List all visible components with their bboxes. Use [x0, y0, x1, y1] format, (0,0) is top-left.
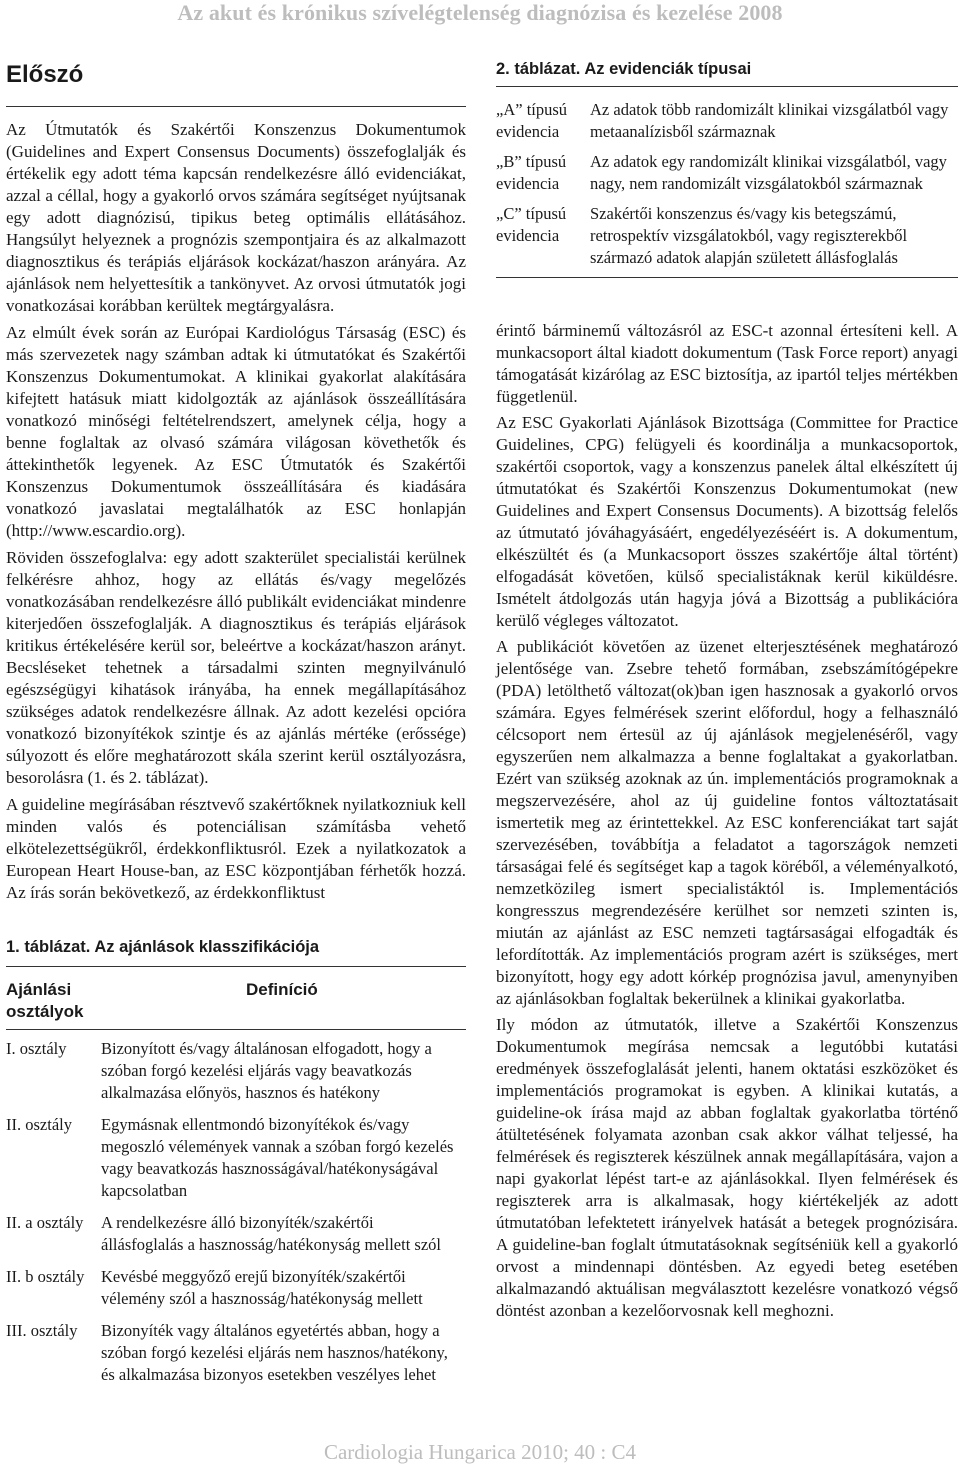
table-2-title: 2. táblázat. Az evidenciák típusai	[496, 58, 958, 87]
recommendation-class: II. a osztály	[6, 1213, 84, 1232]
table-1-body	[6, 1038, 466, 1386]
recommendation-definition: Bizonyíték vagy általános egyetértés abban, hogy a szóban forgó kezelési eljárás nem hasznos/hatékony, és alkalmazása bizonyos esetekben veszélyes lehet	[101, 1321, 448, 1384]
recommendation-definition: Egymásnak ellentmondó bizonyítékok és/vagy megoszló vélemények vannak a szóban forgó kezelés vagy beavatkozás hasznosságával/hatékonyságával kapcsolatban	[101, 1115, 454, 1200]
running-header: Az akut és krónikus szívelégtelenség diagnózisa és kezelése 2008	[177, 0, 783, 25]
evidence-type: „B” típusú evidencia	[496, 152, 567, 193]
table-2-bottom-rule	[496, 277, 958, 278]
recommendation-class: II. osztály	[6, 1115, 72, 1134]
recommendation-class: I. osztály	[6, 1039, 67, 1058]
paragraph: Az ESC Gyakorlati Ajánlások Bizottsága (Committee for Practice Guidelines, CPG) felügyeli és koordinálja a munkacsoportok, szakértői csoportok, vagy a konszenzus panelek által elkészített új útmutatókat és Szakértői Konszenzus Dokumentumokat (new Guidelines and Expert Consensus Documents). A bizottság felelős az útmutató jóváhagyásáért, engedélyezéséért is. A dokumentum, elkészültét és (a Munkacsoport összes szakértője által történt) elfogadását követően, külső specialistáknak kerül kiküldésre. Ismételt átdolgozás után hagyja jóvá a Bizottság a publikációra kerülő végleges változatot.	[496, 413, 958, 630]
table-1-col-header-class: Ajánlási osztályok	[6, 980, 84, 1021]
paragraph: Az elmúlt évek során az Európai Kardiológus Társaság (ESC) és más szervezetek nagy számban adtak ki útmutatókat és Szakértői Konszenzus Dokumentumokat. A klinikai gyakorlat alakítására kifejtett hatásuk miatt kidolgozták az ajánlások összeállítására vonatkozó minőségi feltételrendszert, amelynek célja, hogy a benne foglaltak az olvasó számára világosan követhetők és áttekinthetők legyenek. Az ESC Útmutatók és Szakértői Konszenzus Dokumentumok összeállítására és kiadására vonatkozó javaslatai megtalálhatók az ESC honlapján (http://www.escardio.org).	[6, 323, 466, 540]
table-1-title: 1. táblázat. Az ajánlások klasszifikációja	[6, 936, 466, 967]
evidence-type: „A” típusú evidencia	[496, 100, 568, 141]
evidence-description: Az adatok több randomizált klinikai vizsgálatból vagy metaanalízisből származnak	[590, 100, 949, 141]
paragraph: érintő bárminemű változásról az ESC-t azonnal értesíteni kell. A munkacsoport által kiadott dokumentum (Task Force report) anyagi támogatását kizárólag az ESC biztosítja, az ipartól teljes mértékben függetlenül.	[496, 321, 958, 406]
recommendation-definition: A rendelkezésre álló bizonyíték/szakértői állásfoglalás a hasznosság/hatékonyság mellett szól	[101, 1213, 441, 1254]
recommendation-definition: Bizonyított és/vagy általánosan elfogadott, hogy a szóban forgó kezelési eljárás vagy beavatkozás alkalmazása előnyös, hasznos és hatékony	[101, 1039, 432, 1102]
paragraph: A publikációt követően az üzenet elterjesztésének meghatározó jelentősége van. Zsebre tehető formában, zsebszámítógépekre (PDA) letölthető változat(ok)ban igen hasznosak a gyakorló orvos számára. Egyes felmérések szerint előfordul, hogy a felhasználó célcsoport nem értesül az új ajánlások megjelenéséről, vagy egyszerűen nem alkalmazza a benne foglaltakat a gyakorlatban. Ezért van szükség azoknak az ún. implementációs programoknak a megszervezésére, ahol az új guideline fontos változtatásait ismertetik meg az érintettekkel. Az ESC konferenciákat tart saját szervezésében, továbbítja a feladatot a tagországok nemzeti társaságai felé és segítséget kap a tagok köréből, a véleményalkotó, nemzetközileg ismert specialistáktól is. Implementációs kongresszus megrendezésére kerülhet sor nemzeti szinten is, miután az ajánlást az ESC nemzeti tagtársaságai elfogadták és lefordították. Az implementációs program azért is szükséges, mert bizonyított, hogy egy adott kórkép prognózisa javul, amenynyiben az ajánlásokban foglaltak bekerülnek a klinikai gyakorlatba.	[496, 637, 958, 1008]
table-row	[6, 1212, 466, 1256]
table-row	[496, 99, 958, 143]
table-1-col-header-definition: Definíció	[246, 980, 318, 999]
page-footer: Cardiologia Hungarica 2010; 40 : C4	[323, 1440, 637, 1464]
table-row	[6, 1266, 466, 1310]
paragraph: Ily módon az útmutatók, illetve a Szakértői Konszenzus Dokumentumok megírása nemcsak a legutóbbi kutatási eredmények összefoglalását jelenti, hanem oktatási eszközöket és implementációs programokat is egyben. A klinikai kutatás, a guideline-ok írása majd az abban foglaltak gyakorlatba történő átültetésének folyamata azonban csak akkor válhat teljessé, ha felmérések és regiszterek készülnek annak megállapítására, vajon a napi gyakorlat lépést tart-e az ajánlásokkal. Ilyen felmérések és regiszterek arra is alkalmasak, hogy kiértékeljék az adott útmutatóban lefektetett irányelvek hatását a betegek prognózisára. A guideline-ban foglalt útmutatásoknak segítséniük kell a gyakorló orvost a mindennapi döntésben. Az egyedi beteg esetében alkalmazandó aktuálisan megválasztott kezelésre vonatkozó végső döntést azonban a kezelőorvosnak kell meghozni.	[496, 1015, 958, 1320]
evidence-type: „C” típusú evidencia	[496, 204, 567, 245]
table-2-body	[496, 99, 958, 269]
table-row	[496, 203, 958, 269]
section-heading: Előszó	[6, 58, 466, 107]
table-1-header	[6, 967, 466, 1030]
evidence-description: Az adatok egy randomizált klinikai vizsgálatból, vagy nagy, nem randomizált vizsgálatokból származnak	[590, 152, 947, 193]
recommendation-definition: Kevésbé meggyőző erejű bizonyíték/szakértői vélemény szól a hasznosság/hatékonyság mellett	[101, 1267, 423, 1308]
table-row	[6, 1114, 466, 1202]
recommendation-class: III. osztály	[6, 1321, 78, 1340]
recommendation-class: II. b osztály	[6, 1267, 85, 1286]
paragraph: Az Útmutatók és Szakértői Konszenzus Dokumentumok (Guidelines and Expert Consensus Documents) összefoglalják és értékelik egy adott téma kapcsán rendelkezésre álló evidenciákat, azzal a céllal, hogy a gyakorló orvos számára segítséget nyújtsanak egy adott diagnózisú, tipikus beteg optimális ellátásához. Hangsúlyt helyeznek a prognózis szempontjaira és az alkalmazott diagnosztikus és terápiás eljárások kockázat/haszon arányára. Az ajánlások nem helyettesítik a tankönyvet. Az orvosi útmutatók jogi vonatkozásai korábban kerültek megtárgyalásra.	[6, 120, 466, 315]
left-column	[6, 58, 466, 1386]
right-column	[496, 58, 958, 1326]
paragraph: A guideline megírásában résztvevő szakértőknek nyilatkozniuk kell minden valós és potenciálisan számításba vehető elkötelezettségükről, érdekkonfliktusról. Ezek a nyilatkozatok a European Heart House-ban, az ESC központjában férhetők hozzá. Az írás során bekövetkező, az érdekkonfliktust	[6, 795, 466, 902]
table-row	[6, 1038, 466, 1104]
table-row	[496, 151, 958, 195]
paragraph: Röviden összefoglalva: egy adott szakterület specialistái kerülnek felkérésre ahhoz, hogy az ellátás és/vagy megelőzés vonatkozásában rendelkezésre álló publikált evidenciákat mindenre kiterjedően összefoglalják. A diagnosztikus és terápiás eljárások kritikus értékelésére kerül sor, beleértve a kockázat/haszon arányt. Becsléseket tehetnek a társadalmi szinten megnyilvánuló egészségügyi kihatások irányába, ha ennek megállapításához szükséges adatok rendelkezésre állnak. Az adott kezelési opcióra vonatkozó bizonyítékok szintje és az ajánlás mértéke (erőssége) súlyozott és előre meghatározott skála szerint kerül osztályozásra, besorolásra (1. és 2. táblázat).	[6, 548, 466, 787]
evidence-description: Szakértői konszenzus és/vagy kis betegszámú, retrospektív vizsgálatokból, vagy regiszterekből származó adatok alapján született állásfoglalás	[590, 204, 908, 267]
table-row	[6, 1320, 466, 1386]
